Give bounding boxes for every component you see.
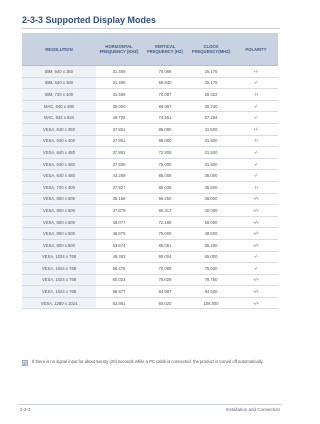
footer-divider — [18, 404, 282, 405]
note — [22, 359, 280, 366]
resolution-cell: IBM, 640 x 480 — [22, 77, 96, 89]
table-row — [22, 286, 278, 298]
page-number: 2-3-3 — [20, 407, 31, 412]
header-horizontal-frequency: HORIZONTAL FREQUENCY (KHZ) — [96, 33, 142, 66]
vertical-frequency-cell: 60.020 — [142, 297, 188, 309]
horizontal-frequency-cell: 68.677 — [96, 286, 142, 298]
vertical-frequency-cell: 85.080 — [142, 123, 188, 135]
vertical-frequency-cell: 66.667 — [142, 100, 188, 112]
clock-frequency-cell: 28.322 — [188, 89, 234, 101]
table-row — [22, 89, 278, 101]
clock-frequency-cell: 49.500 — [188, 228, 234, 240]
horizontal-frequency-cell: 48.363 — [96, 251, 142, 263]
table-row — [22, 251, 278, 263]
polarity-cell: -/- — [234, 263, 278, 275]
vertical-frequency-cell: 70.069 — [142, 263, 188, 275]
polarity-cell: -/+ — [234, 89, 278, 101]
vertical-frequency-cell: 60.317 — [142, 205, 188, 217]
horizontal-frequency-cell: 37.927 — [96, 181, 142, 193]
header-vertical-frequency: VERTICAL FREQUENCY (HZ) — [142, 33, 188, 66]
vertical-frequency-cell: 85.039 — [142, 181, 188, 193]
polarity-cell: +/+ — [234, 228, 278, 240]
table-row — [22, 158, 278, 170]
table-row — [22, 135, 278, 147]
horizontal-frequency-cell: 53.674 — [96, 239, 142, 251]
polarity-cell: +/+ — [234, 239, 278, 251]
horizontal-frequency-cell: 60.023 — [96, 274, 142, 286]
horizontal-frequency-cell: 37.861 — [96, 123, 142, 135]
vertical-frequency-cell: 56.250 — [142, 193, 188, 205]
horizontal-frequency-cell: 37.861 — [96, 135, 142, 147]
vertical-frequency-cell: 72.188 — [142, 216, 188, 228]
polarity-cell: -/- — [234, 77, 278, 89]
vertical-frequency-cell: 60.004 — [142, 251, 188, 263]
resolution-cell: VESA, 640 x 400 — [22, 135, 96, 147]
vertical-frequency-cell: 59.940 — [142, 77, 188, 89]
polarity-cell: -/+ — [234, 181, 278, 193]
note-icon — [22, 360, 28, 366]
vertical-frequency-cell: 70.086 — [142, 66, 188, 78]
resolution-cell: VESA, 800 x 600 — [22, 239, 96, 251]
clock-frequency-cell: 57.284 — [188, 112, 234, 124]
vertical-frequency-cell: 74.551 — [142, 112, 188, 124]
table-row — [22, 77, 278, 89]
vertical-frequency-cell: 70.087 — [142, 89, 188, 101]
section-title: 2-3-3 Supported Display Modes — [22, 15, 157, 25]
table-row — [22, 147, 278, 159]
polarity-cell: -/+ — [234, 135, 278, 147]
horizontal-frequency-cell: 35.000 — [96, 100, 142, 112]
note-text: If there is no signal input for about twenty (20) seconds while a PC cable is connected, the product is turned off automatically. — [32, 359, 264, 364]
display-modes-table — [22, 33, 278, 309]
resolution-cell: VESA, 1024 x 768 — [22, 274, 96, 286]
horizontal-frequency-cell: 43.269 — [96, 170, 142, 182]
clock-frequency-cell: 75.000 — [188, 263, 234, 275]
resolution-cell: IBM, 640 x 350 — [22, 66, 96, 78]
polarity-cell: +/+ — [234, 193, 278, 205]
chapter-name: Installation and Connection — [225, 407, 280, 412]
polarity-cell: +/- — [234, 66, 278, 78]
horizontal-frequency-cell: 31.469 — [96, 77, 142, 89]
table-row — [22, 100, 278, 112]
resolution-cell: VESA, 640 x 350 — [22, 123, 96, 135]
polarity-cell: -/- — [234, 158, 278, 170]
clock-frequency-cell: 25.175 — [188, 66, 234, 78]
resolution-cell: VESA, 720 x 400 — [22, 181, 96, 193]
clock-frequency-cell: 56.250 — [188, 239, 234, 251]
table-row — [22, 274, 278, 286]
clock-frequency-cell: 31.500 — [188, 158, 234, 170]
horizontal-frequency-cell: 31.469 — [96, 89, 142, 101]
polarity-cell: -/- — [234, 251, 278, 263]
resolution-cell: VESA, 1024 x 768 — [22, 263, 96, 275]
resolution-cell: MAC, 640 x 480 — [22, 100, 96, 112]
resolution-cell: VESA, 1024 x 768 — [22, 251, 96, 263]
horizontal-frequency-cell: 37.861 — [96, 147, 142, 159]
resolution-cell: IBM, 720 x 400 — [22, 89, 96, 101]
clock-frequency-cell: 31.500 — [188, 123, 234, 135]
clock-frequency-cell: 36.000 — [188, 193, 234, 205]
vertical-frequency-cell: 75.000 — [142, 158, 188, 170]
header-resolution: RESOLUTION — [22, 33, 96, 66]
clock-frequency-cell: 36.000 — [188, 170, 234, 182]
vertical-frequency-cell: 75.029 — [142, 274, 188, 286]
polarity-cell: -/- — [234, 170, 278, 182]
resolution-cell: VESA, 1280 x 1024 — [22, 297, 96, 309]
table-row — [22, 193, 278, 205]
horizontal-frequency-cell: 56.476 — [96, 263, 142, 275]
horizontal-frequency-cell: 31.469 — [96, 66, 142, 78]
resolution-cell: VESA, 1024 x 768 — [22, 286, 96, 298]
polarity-cell: -/- — [234, 112, 278, 124]
polarity-cell: +/+ — [234, 297, 278, 309]
clock-frequency-cell: 31.500 — [188, 135, 234, 147]
clock-frequency-cell: 94.500 — [188, 286, 234, 298]
header-clock-frequency: CLOCK FREQUENCY(MHZ) — [188, 33, 234, 66]
vertical-frequency-cell: 85.061 — [142, 239, 188, 251]
resolution-cell: VESA, 800 x 600 — [22, 205, 96, 217]
resolution-cell: VESA, 640 x 480 — [22, 170, 96, 182]
polarity-cell: +/- — [234, 123, 278, 135]
horizontal-frequency-cell: 35.156 — [96, 193, 142, 205]
resolution-cell: VESA, 800 x 600 — [22, 228, 96, 240]
table-row — [22, 66, 278, 78]
table-body — [22, 66, 278, 309]
table-row — [22, 181, 278, 193]
clock-frequency-cell: 50.000 — [188, 216, 234, 228]
polarity-cell: +/+ — [234, 274, 278, 286]
resolution-cell: VESA, 800 x 600 — [22, 193, 96, 205]
polarity-cell: +/+ — [234, 216, 278, 228]
table-row — [22, 216, 278, 228]
polarity-cell: -/- — [234, 147, 278, 159]
title-divider — [22, 28, 280, 29]
clock-frequency-cell: 65.000 — [188, 251, 234, 263]
table-row — [22, 228, 278, 240]
clock-frequency-cell: 31.500 — [188, 147, 234, 159]
table-header-row — [22, 33, 278, 66]
horizontal-frequency-cell: 37.879 — [96, 205, 142, 217]
resolution-cell: VESA, 640 x 480 — [22, 158, 96, 170]
header-polarity: POLARITY — [234, 33, 278, 66]
clock-frequency-cell: 25.175 — [188, 77, 234, 89]
polarity-cell: -/- — [234, 100, 278, 112]
horizontal-frequency-cell: 48.077 — [96, 216, 142, 228]
clock-frequency-cell: 35.500 — [188, 181, 234, 193]
table-row — [22, 263, 278, 275]
clock-frequency-cell: 108.000 — [188, 297, 234, 309]
vertical-frequency-cell: 72.809 — [142, 147, 188, 159]
table-row — [22, 205, 278, 217]
horizontal-frequency-cell: 63.981 — [96, 297, 142, 309]
table-row — [22, 297, 278, 309]
horizontal-frequency-cell: 37.500 — [96, 158, 142, 170]
clock-frequency-cell: 40.000 — [188, 205, 234, 217]
clock-frequency-cell: 78.750 — [188, 274, 234, 286]
horizontal-frequency-cell: 46.875 — [96, 228, 142, 240]
table-row — [22, 112, 278, 124]
clock-frequency-cell: 30.240 — [188, 100, 234, 112]
resolution-cell: MAC, 832 x 624 — [22, 112, 96, 124]
table-row — [22, 239, 278, 251]
polarity-cell: +/+ — [234, 286, 278, 298]
polarity-cell: +/+ — [234, 205, 278, 217]
vertical-frequency-cell: 75.000 — [142, 228, 188, 240]
horizontal-frequency-cell: 49.726 — [96, 112, 142, 124]
table-row — [22, 123, 278, 135]
vertical-frequency-cell: 84.997 — [142, 286, 188, 298]
table-row — [22, 170, 278, 182]
resolution-cell: VESA, 640 x 480 — [22, 147, 96, 159]
vertical-frequency-cell: 85.080 — [142, 135, 188, 147]
vertical-frequency-cell: 85.008 — [142, 170, 188, 182]
resolution-cell: VESA, 800 x 600 — [22, 216, 96, 228]
